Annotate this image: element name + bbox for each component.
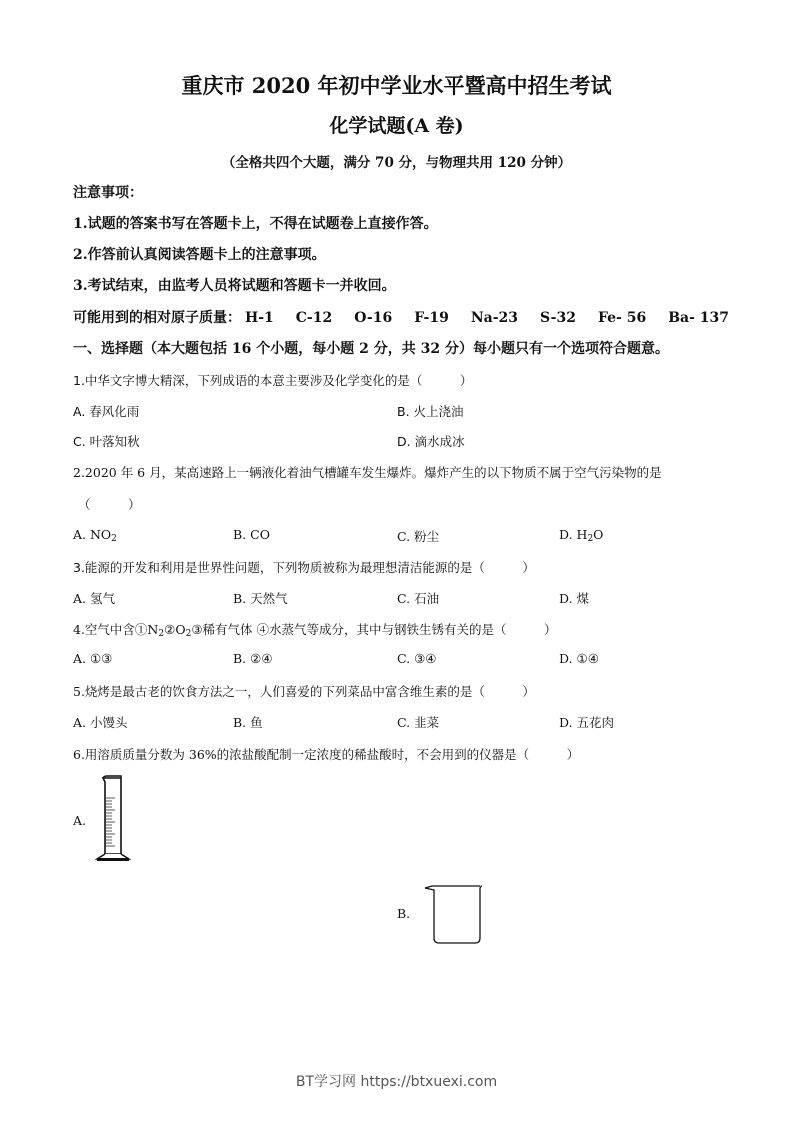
exam-title: 重庆市 2020 年初中学业水平暨高中招生考试: [181, 73, 612, 98]
question-4-option-d: D. ①④: [559, 651, 599, 666]
question-2-stem-cont: （ ）: [78, 497, 141, 512]
graduated-cylinder-icon: [95, 774, 135, 864]
question-2-option-d: D. $H_2O$: [559, 527, 604, 544]
question-1-option-c: C. 叶落知秋: [73, 434, 140, 449]
notice-item: 3.考试结束，由监考人员将试题和答题卡一并收回。: [73, 278, 396, 294]
mass-f: F-19: [414, 310, 449, 326]
notice-item: 1.试题的答案书写在答题卡上，不得在试题卷上直接作答。: [73, 216, 438, 232]
mass-fe: Fe- 56: [597, 310, 647, 326]
footer-watermark[interactable]: BT学习网 https://btxuexi.com: [295, 1074, 498, 1090]
mass-h: H-1: [245, 310, 274, 326]
mass-o: O-16: [354, 310, 393, 326]
notice-heading: 注意事项：: [73, 185, 143, 201]
question-4-stem: 4.空气中含$①N_2②O_2③$稀有气体 ④水蒸气等成分，其中与钢铁生锈有关的是（ ）: [73, 622, 557, 639]
question-1-option-b: B. 火上浇油: [397, 404, 464, 419]
exam-subtitle: 化学试题(A 卷): [329, 115, 464, 137]
atomic-masses: [73, 307, 751, 327]
question-3-option-b: B. 天然气: [233, 591, 288, 606]
atomic-masses-label: 可能用到的相对原子质量：: [73, 310, 241, 326]
question-3-option-d: D. 煤: [559, 591, 590, 606]
question-6-option-b-label: B.: [397, 906, 411, 921]
question-3-stem: 3.能源的开发和利用是世界性问题，下列物质被称为最理想清洁能源的是（ ）: [73, 560, 535, 575]
question-2-option-a: A. $NO_2$: [73, 527, 117, 544]
question-4-option-a: A. ①③: [73, 651, 113, 666]
question-5-option-b: B. 鱼: [233, 715, 263, 730]
mass-s: S-32: [540, 310, 576, 326]
beaker-icon: [422, 882, 484, 946]
section-title: 一、选择题（本大题包括 16 个小题，每小题 2 分，共 32 分）每小题只有一个选项符合题意。: [73, 341, 669, 357]
mass-ba: Ba- 137: [668, 310, 729, 326]
question-5-option-c: C. 韭菜: [397, 715, 440, 730]
question-1-stem: 1.中华文字博大精深，下列成语的本意主要涉及化学变化的是（ ）: [73, 373, 473, 388]
question-3-option-a: A. 氢气: [73, 591, 115, 606]
question-6-option-a-label: A.: [73, 813, 87, 828]
mass-c: C-12: [295, 310, 333, 326]
question-4-option-b: B. ②④: [233, 651, 273, 666]
question-5-stem: 5.烧烤是最古老的饮食方法之一，人们喜爱的下列菜品中富含维生素的是（ ）: [73, 684, 535, 699]
question-5-option-d: D. 五花肉: [559, 715, 615, 730]
question-1-option-d: D. 滴水成冰: [397, 434, 465, 449]
question-2-option-c: C. 粉尘: [397, 529, 440, 544]
notice-item: 2.作答前认真阅读答题卡上的注意事项。: [73, 247, 326, 263]
question-1-option-a: A. 春风化雨: [73, 404, 140, 419]
mass-na: Na-23: [470, 310, 519, 326]
question-3-option-c: C. 石油: [397, 591, 440, 606]
exam-note: （全格共四个大题，满分 70 分，与物理共用 120 分钟）: [221, 155, 572, 171]
question-2-stem: 2.2020 年 6 月，某高速路上一辆液化着油气槽罐车发生爆炸。爆炸产生的以下物质不属于空气污染物的是: [73, 465, 662, 480]
question-5-option-a: A. 小馒头: [73, 715, 128, 730]
question-4-option-c: C. ③④: [397, 651, 437, 666]
question-2-option-b: B. CO: [233, 527, 270, 542]
question-6-stem: 6.用溶质质量分数为 36%的浓盐酸配制一定浓度的稀盐酸时，不会用到的仪器是（ ）: [73, 747, 580, 762]
